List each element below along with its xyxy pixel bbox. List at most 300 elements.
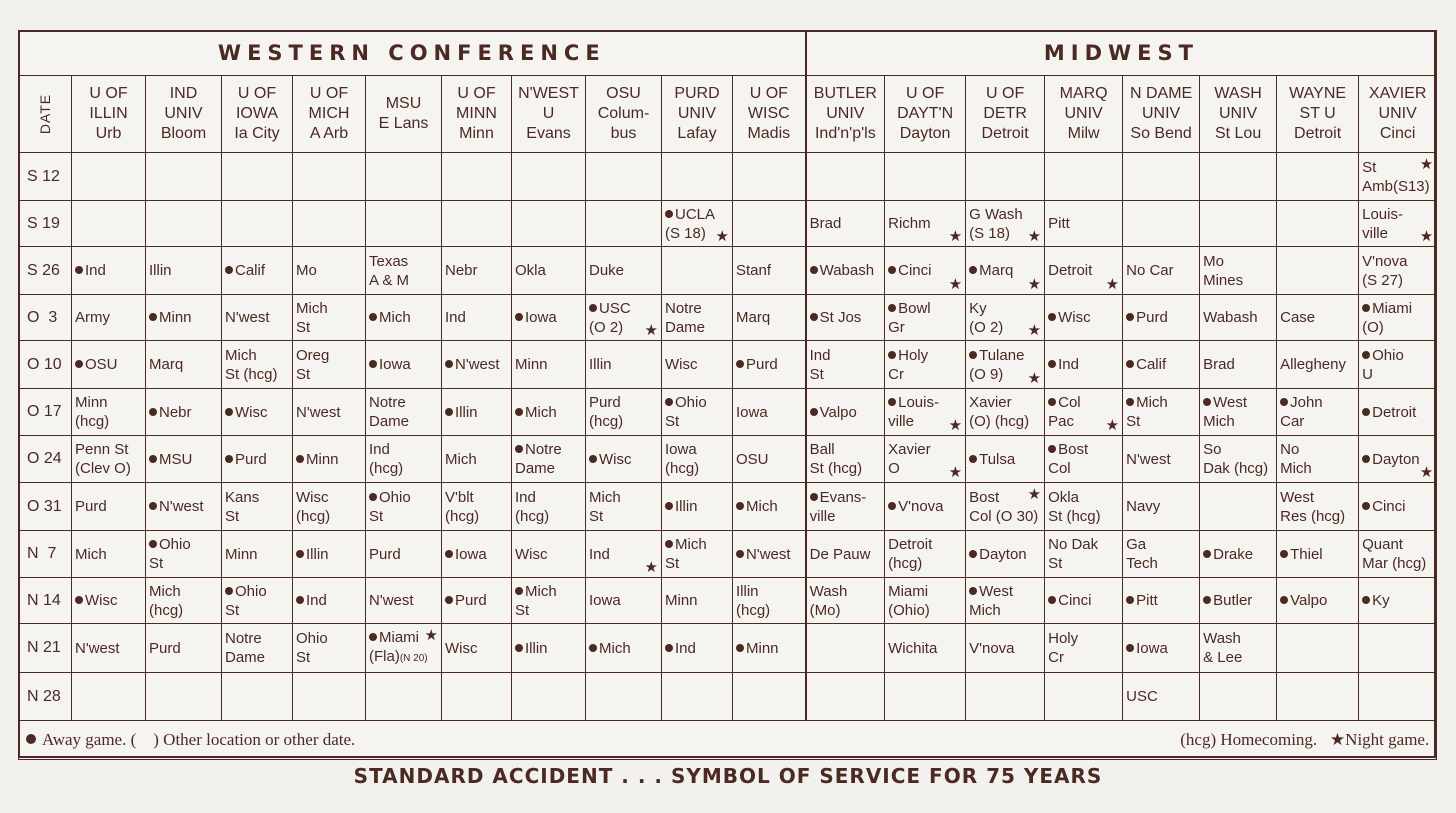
game-cell: [512, 201, 586, 247]
game-cell: [885, 531, 966, 578]
opponent-line-2: [665, 412, 718, 431]
game-cell: [293, 531, 366, 578]
opponent-line-1: [296, 261, 351, 280]
opponent-name: N'west: [1126, 450, 1171, 468]
opponent-line-1: [369, 440, 427, 459]
game-cell: [966, 483, 1045, 531]
team-header: [586, 76, 662, 153]
opponent-name: USC: [599, 299, 631, 317]
opponent-name: Minn: [665, 592, 698, 609]
opponent-name: Purd: [589, 394, 621, 411]
opponent-line-2: [589, 412, 647, 431]
game-cell: [222, 247, 293, 295]
game-cell: [1277, 201, 1359, 247]
game-cell: [1277, 389, 1359, 436]
opponent-line-1: [888, 299, 951, 318]
opponent-detail: ville: [1362, 224, 1388, 242]
team-header-line1: BUTLER: [813, 85, 877, 102]
away-dot-icon: [888, 398, 896, 406]
opponent-name: Iowa: [525, 309, 557, 326]
opponent-line-1: [969, 346, 1030, 365]
team-header-line1: U OF: [986, 85, 1025, 102]
team-header-line1: U OF: [749, 85, 788, 102]
opponent-name: Valpo: [1290, 592, 1328, 609]
opponent-line-1: [445, 308, 497, 327]
game-cell: [1123, 201, 1200, 247]
game-cell: [966, 341, 1045, 389]
opponent-detail: Dame: [225, 649, 266, 666]
team-header-line3: A Arb: [309, 125, 349, 142]
opponent-line-1: [665, 535, 718, 554]
game-cell: [1200, 483, 1277, 531]
opponent-line-1: [1048, 355, 1108, 374]
opponent-line-1: [515, 355, 571, 374]
game-cell: [1359, 578, 1437, 624]
game-cell: [662, 531, 733, 578]
game-cell: [662, 673, 733, 721]
game-cell: [366, 624, 442, 673]
opponent-line-1: [515, 545, 571, 564]
opponent-name: Mich: [1136, 394, 1168, 411]
opponent-name: Mo: [296, 262, 317, 279]
team-header: [885, 76, 966, 153]
opponent-line-1: [810, 440, 871, 459]
away-dot-icon: [515, 644, 523, 652]
team-header-line2: UNIV: [164, 105, 203, 122]
schedule-row: [19, 483, 1437, 531]
game-cell: [146, 578, 222, 624]
game-cell: [293, 389, 366, 436]
opponent-name: Valpo: [819, 403, 857, 421]
game-cell: [1277, 624, 1359, 673]
opponent-line-1: [1203, 591, 1262, 610]
away-dot-icon: [75, 266, 83, 274]
date-cell: S 19: [19, 201, 72, 247]
game-cell: [966, 389, 1045, 436]
game-cell: [293, 247, 366, 295]
opponent-line-1: [445, 488, 497, 507]
game-cell: [1200, 436, 1277, 483]
opponent-detail: St (hcg): [225, 365, 278, 383]
game-cell: [293, 483, 366, 531]
team-header-line2: UNIV: [1064, 105, 1103, 122]
opponent-detail: (O 2): [969, 318, 1004, 336]
opponent-name: No Dak: [1048, 536, 1099, 553]
opponent-line-1: [75, 261, 131, 280]
opponent-detail: & Lee: [1203, 649, 1243, 666]
opponent-detail: St: [296, 318, 311, 336]
game-cell: [662, 578, 733, 624]
away-dot-icon: [1126, 360, 1134, 368]
date-cell: N 28: [19, 673, 72, 721]
away-dot-icon: [1280, 398, 1288, 406]
opponent-name: Wichita: [888, 639, 938, 657]
opponent-line-1: [888, 535, 951, 554]
opponent-name: De Pauw: [809, 545, 871, 563]
opponent-line-1: [515, 403, 571, 422]
away-dot-icon: [445, 408, 453, 416]
opponent-line-1: [1048, 440, 1108, 459]
opponent-line-1: [736, 403, 791, 422]
game-cell: [1123, 531, 1200, 578]
game-cell: [885, 389, 966, 436]
opponent-name: Mich: [379, 309, 411, 326]
game-cell: [293, 673, 366, 721]
away-dot-icon: [225, 587, 233, 595]
schedule-row: [19, 531, 1437, 578]
opponent-detail: Mines: [1203, 271, 1244, 289]
opponent-line-1: [810, 582, 871, 601]
opponent-name: Minn: [75, 394, 108, 411]
opponent-line-2: [665, 554, 718, 573]
team-header-line3: Urb: [95, 125, 122, 142]
opponent-line-1: [1203, 629, 1262, 648]
game-cell: [442, 389, 512, 436]
game-cell: [586, 341, 662, 389]
opponent-line-1: [888, 582, 951, 601]
opponent-line-2: [296, 507, 351, 526]
away-dot-icon: [1280, 596, 1288, 604]
opponent-name: Case: [1280, 309, 1316, 326]
legend-night-label: Night game.: [1345, 730, 1430, 749]
game-cell: [1277, 153, 1359, 201]
game-cell: [293, 578, 366, 624]
team-header-line2: ILLIN: [89, 105, 128, 122]
game-cell: [1123, 578, 1200, 624]
opponent-line-1: [296, 545, 351, 564]
game-cell: [222, 341, 293, 389]
opponent-line-2: [1280, 459, 1344, 478]
opponent-name: N'west: [746, 545, 791, 563]
team-header: [1277, 76, 1359, 153]
opponent-line-1: [1048, 535, 1108, 554]
legend: [19, 721, 1437, 760]
game-cell: [733, 341, 806, 389]
game-cell: [1200, 389, 1277, 436]
game-cell: [1277, 295, 1359, 341]
team-header-line1: MARQ: [1059, 85, 1108, 102]
team-header-line2: ST U: [1299, 105, 1336, 122]
opponent-name: Mich: [525, 403, 557, 421]
game-cell: [806, 389, 885, 436]
night-star-icon: ★: [1027, 322, 1042, 339]
opponent-detail: Res (hcg): [1280, 507, 1346, 525]
away-dot-icon: [149, 313, 157, 321]
game-cell: [222, 531, 293, 578]
opponent-line-1: [589, 299, 647, 318]
opponent-detail: (S 18): [665, 224, 706, 242]
night-star-icon: ★: [1027, 486, 1042, 503]
opponent-line-2: [296, 365, 351, 384]
opponent-name: Iowa: [455, 545, 487, 563]
opponent-line-1: [665, 591, 718, 610]
opponent-name: Wisc: [515, 545, 548, 563]
midwest-title: MIDWEST: [806, 31, 1437, 76]
game-cell: [366, 578, 442, 624]
date-cell: O 10: [19, 341, 72, 389]
game-cell: [662, 624, 733, 673]
opponent-line-1: [665, 393, 718, 412]
team-header-line3: Detroit: [1294, 125, 1342, 142]
opponent-name: Wisc: [665, 356, 698, 373]
date-cell: N 7: [19, 531, 72, 578]
opponent-line-2: [665, 459, 718, 478]
away-dot-icon: [810, 266, 818, 274]
game-cell: [586, 531, 662, 578]
away-dot-icon: [888, 304, 896, 312]
away-dot-icon: [1280, 550, 1288, 558]
game-cell: [733, 624, 806, 673]
game-cell: [442, 436, 512, 483]
opponent-name: Ind: [1058, 356, 1079, 373]
opponent-line-1: [589, 393, 647, 412]
opponent-detail: (Fla): [369, 648, 400, 665]
opponent-detail: St: [515, 601, 530, 619]
opponent-line-1: [225, 450, 278, 469]
opponent-line-1: [1126, 687, 1185, 706]
opponent-line-1: [515, 308, 571, 327]
opponent-name: Ball: [809, 441, 835, 458]
game-cell: [1045, 531, 1123, 578]
alt-date: (N 20): [399, 653, 428, 664]
opponent-name: Holy: [1048, 630, 1079, 647]
night-star-icon: ★: [1105, 417, 1120, 434]
opponent-line-1: [589, 591, 647, 610]
opponent-name: Pitt: [1136, 592, 1158, 609]
opponent-line-1: [149, 535, 207, 554]
opponent-line-1: [810, 545, 871, 564]
opponent-line-1: [1362, 450, 1422, 469]
game-cell: [72, 295, 146, 341]
team-header-line1: U OF: [457, 85, 496, 102]
night-star-icon: ★: [948, 276, 963, 293]
away-dot-icon: [589, 644, 597, 652]
opponent-name: Navy: [1126, 498, 1161, 515]
opponent-line-2: [445, 507, 497, 526]
away-dot-icon: [149, 408, 157, 416]
opponent-detail: Dak (hcg): [1203, 460, 1269, 477]
date-cell: S 12: [19, 153, 72, 201]
team-header-line1: U OF: [237, 85, 277, 102]
game-cell: [366, 201, 442, 247]
opponent-line-2: [369, 412, 427, 431]
opponent-line-1: [810, 403, 871, 422]
opponent-line-1: [589, 261, 647, 280]
opponent-name: Col: [1058, 394, 1081, 411]
night-star-icon: ★: [644, 322, 658, 339]
team-header: [366, 76, 442, 153]
opponent-line-1: [296, 346, 351, 365]
game-cell: [222, 201, 293, 247]
opponent-name: MSU: [159, 450, 193, 468]
opponent-line-1: [1126, 535, 1185, 554]
opponent-line-1: [1048, 261, 1108, 280]
opponent-line-2: [1203, 412, 1262, 431]
opponent-name: Nebr: [159, 403, 192, 421]
opponent-line-2: [75, 459, 131, 478]
game-cell: [733, 389, 806, 436]
game-cell: [293, 436, 366, 483]
away-dot-icon: [589, 304, 597, 312]
legend-homecoming-label: (hcg) Homecoming.: [1180, 730, 1318, 749]
team-header: [72, 76, 146, 153]
opponent-name: Oreg: [296, 346, 330, 364]
opponent-detail: (Mo): [809, 601, 841, 619]
game-cell: [1045, 201, 1123, 247]
opponent-line-1: [1362, 205, 1422, 224]
opponent-line-2: [969, 224, 1030, 243]
away-dot-icon: [75, 360, 83, 368]
opponent-name: Miami: [888, 582, 929, 600]
opponent-name: Quant: [1362, 536, 1403, 553]
game-cell: [1123, 247, 1200, 295]
away-dot-icon: [1362, 502, 1370, 510]
opponent-name: Cinci: [898, 262, 932, 279]
opponent-line-1: [969, 393, 1030, 412]
opponent-line-1: [888, 639, 951, 658]
team-header-line2: UNIV: [677, 105, 717, 122]
away-dot-icon: [296, 596, 304, 604]
game-cell: [885, 673, 966, 721]
game-cell: [293, 295, 366, 341]
game-cell: [586, 295, 662, 341]
game-cell: [885, 624, 966, 673]
opponent-line-1: [810, 308, 871, 327]
opponent-line-2: [969, 601, 1030, 620]
opponent-detail: Dame: [515, 460, 556, 477]
game-cell: [1359, 153, 1437, 201]
opponent-name: Wisc: [85, 592, 118, 609]
opponent-line-1: [369, 591, 427, 610]
night-star-icon: ★: [715, 228, 729, 245]
opponent-line-1: [1362, 299, 1422, 318]
opponent-name: Butler: [1213, 592, 1253, 609]
opponent-line-1: [1048, 393, 1108, 412]
opponent-name: Mich: [525, 582, 557, 600]
game-cell: [72, 483, 146, 531]
team-header-line2: DETR: [983, 105, 1027, 122]
opponent-name: Notre: [369, 394, 406, 411]
opponent-detail: Dame: [369, 413, 410, 430]
opponent-line-1: [1048, 591, 1108, 610]
opponent-line-1: [1048, 629, 1108, 648]
night-star-icon: ★: [1027, 276, 1042, 293]
opponent-name: Mich: [445, 450, 477, 468]
opponent-line-2: [1362, 318, 1422, 337]
team-header-line3: Evans: [526, 125, 571, 142]
opponent-line-1: [1280, 488, 1344, 507]
game-cell: [72, 673, 146, 721]
game-cell: [586, 624, 662, 673]
game-cell: [966, 247, 1045, 295]
opponent-name: Bowl: [898, 299, 931, 317]
team-header-line1: XAVIER: [1368, 85, 1427, 102]
opponent-name: Ind: [369, 441, 390, 458]
away-dot-icon: [515, 587, 523, 595]
opponent-line-2: [296, 648, 351, 667]
opponent-name: Illin: [306, 545, 329, 563]
opponent-detail: St: [296, 365, 311, 383]
opponent-name: Illin: [589, 356, 612, 373]
opponent-line-2: [75, 412, 131, 431]
team-header-line3: Bloom: [160, 125, 207, 142]
game-cell: [366, 673, 442, 721]
game-cell: [806, 436, 885, 483]
game-cell: [1045, 247, 1123, 295]
opponent-name: N'west: [296, 403, 341, 421]
game-cell: [1359, 436, 1437, 483]
date-column-header: DATE: [19, 76, 72, 153]
opponent-line-1: [1126, 497, 1185, 516]
game-cell: [733, 531, 806, 578]
away-dot-icon: [1126, 313, 1134, 321]
opponent-line-1: [515, 261, 571, 280]
game-cell: [146, 389, 222, 436]
game-cell: [966, 436, 1045, 483]
game-cell: [293, 341, 366, 389]
game-cell: [733, 153, 806, 201]
opponent-detail: St: [296, 649, 311, 666]
night-star-icon: ★: [1419, 464, 1434, 481]
opponent-line-1: [888, 346, 951, 365]
opponent-line-2: [1362, 271, 1422, 290]
opponent-detail: Mich: [1203, 413, 1235, 430]
game-cell: [512, 389, 586, 436]
opponent-name: Ohio: [1372, 346, 1404, 364]
game-cell: [966, 295, 1045, 341]
opponent-name: No: [1280, 441, 1300, 458]
away-dot-icon: [810, 313, 818, 321]
opponent-name: Ind: [445, 309, 466, 326]
opponent-line-1: [225, 629, 278, 648]
opponent-line-1: [515, 440, 571, 459]
team-header: [733, 76, 806, 153]
opponent-name: Marq: [979, 262, 1014, 279]
away-dot-icon: [969, 587, 977, 595]
game-cell: [366, 436, 442, 483]
opponent-line-1: [589, 639, 647, 658]
opponent-line-2: [888, 459, 951, 478]
opponent-line-1: [445, 639, 497, 658]
opponent-line-1: [665, 205, 718, 224]
date-cell: N 21: [19, 624, 72, 673]
opponent-line-2: [1048, 459, 1108, 478]
game-cell: [442, 247, 512, 295]
opponent-line-1: [969, 450, 1030, 469]
away-dot-icon: [369, 313, 377, 321]
game-cell: [1277, 436, 1359, 483]
opponent-detail: St: [149, 555, 164, 572]
opponent-name: Ind: [809, 346, 831, 364]
away-dot-icon: [969, 455, 977, 463]
team-header-line2: DAYT'N: [897, 105, 954, 122]
schedule-body: [19, 153, 1437, 721]
game-cell: [806, 531, 885, 578]
western-conference-title: WESTERN CONFERENCE: [19, 31, 806, 76]
opponent-detail: (hcg): [369, 460, 404, 477]
game-cell: [222, 624, 293, 673]
opponent-name: Louis-: [1362, 205, 1403, 223]
game-cell: [146, 295, 222, 341]
game-cell: [1277, 673, 1359, 721]
opponent-name: Mo: [1203, 252, 1224, 270]
team-header-line3: Lafay: [677, 125, 717, 142]
opponent-line-1: [75, 355, 131, 374]
opponent-line-1: [515, 488, 571, 507]
opponent-line-1: [149, 582, 207, 601]
team-header-line1: IND: [169, 85, 198, 102]
opponent-line-1: [75, 639, 131, 658]
